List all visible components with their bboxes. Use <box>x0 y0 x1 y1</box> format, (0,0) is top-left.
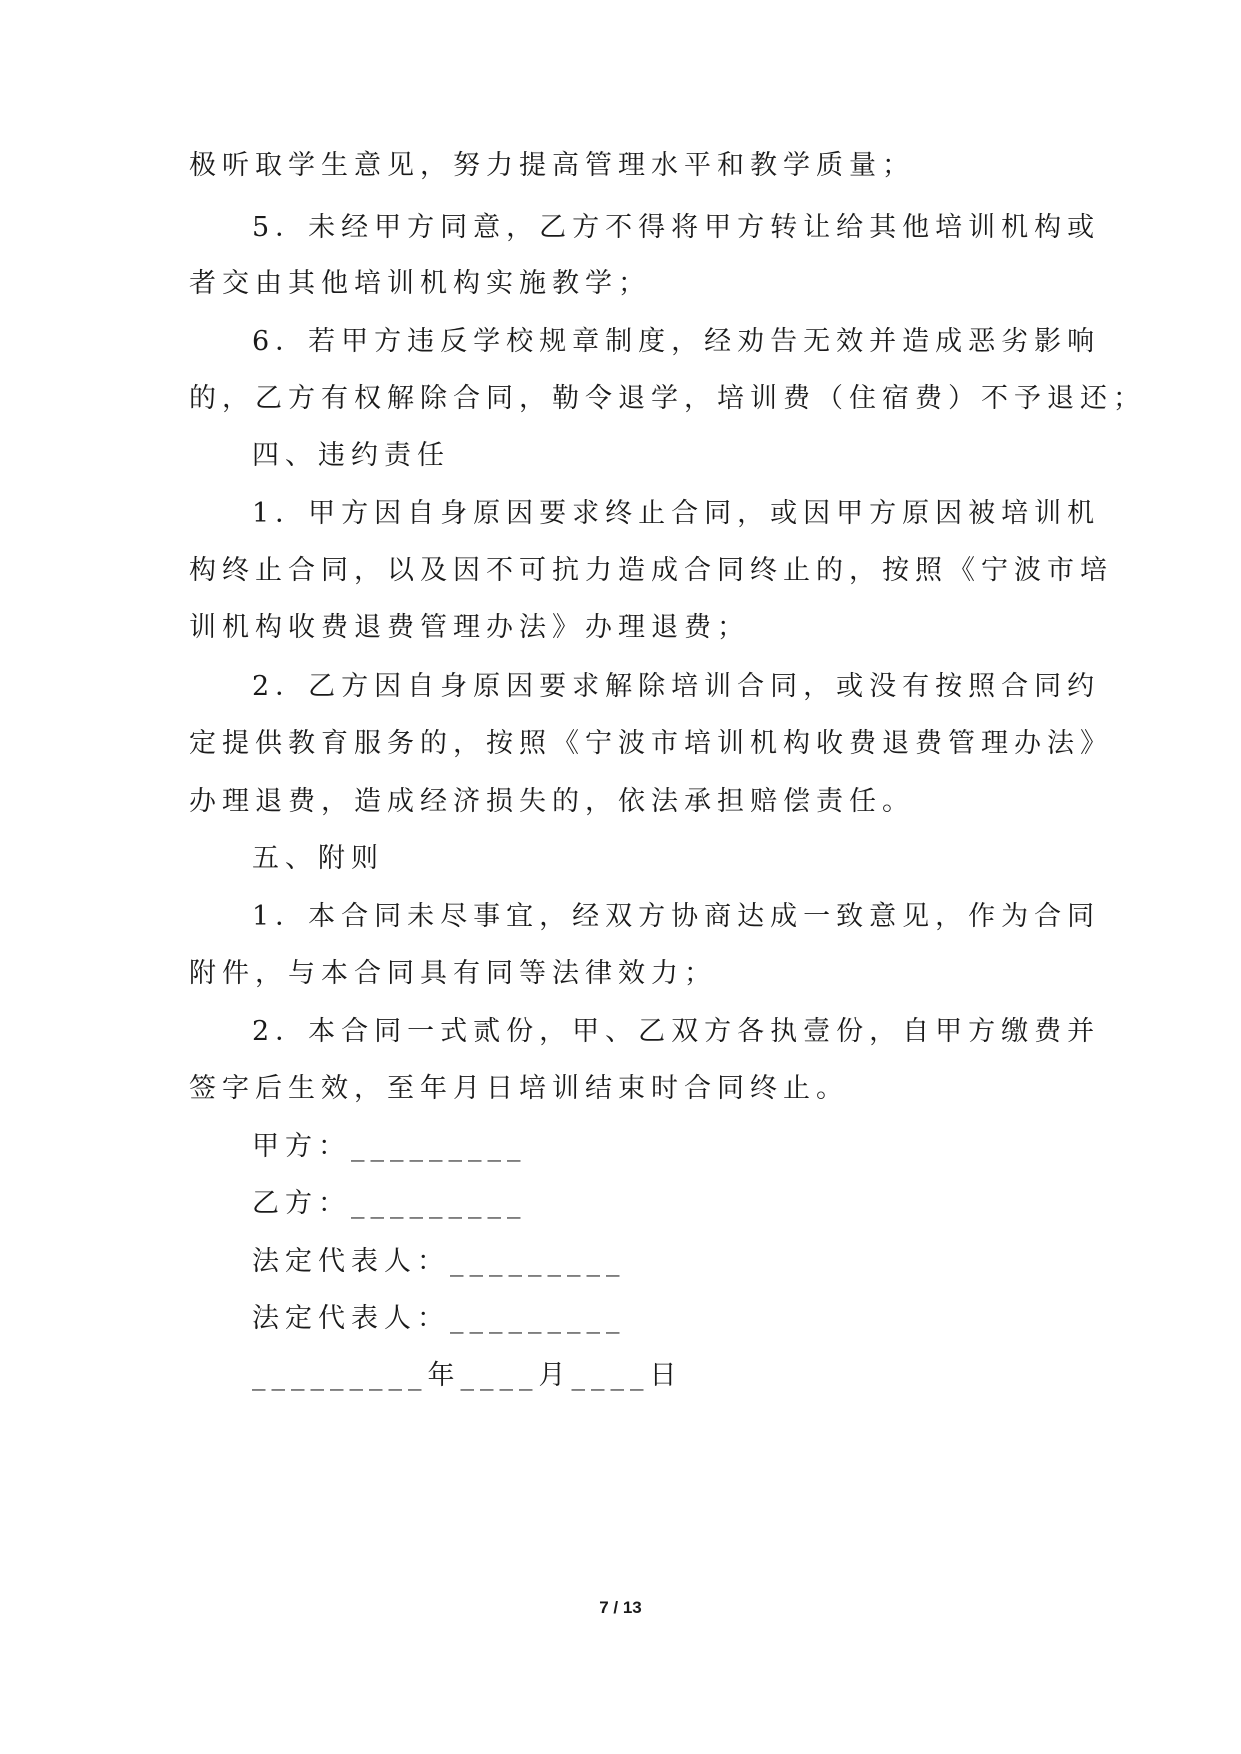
section-heading: 四、违约责任 <box>252 440 450 471</box>
text-line: 附件，与本合同具有同等法律效力； <box>189 958 717 989</box>
page-number: 7 / 13 <box>599 1598 642 1617</box>
signature-party-a: 甲方：_________ <box>252 1131 527 1162</box>
text-line: 2．乙方因自身原因要求解除培训合同，或没有按照合同约 <box>252 671 1101 702</box>
legal-representative-a: 法定代表人：_________ <box>252 1246 626 1277</box>
text-line: 5．未经甲方同意，乙方不得将甲方转让给其他培训机构或 <box>252 212 1101 243</box>
legal-representative-b: 法定代表人：_________ <box>252 1303 626 1334</box>
text-line: 6．若甲方违反学校规章制度，经劝告无效并造成恶劣影响 <box>252 326 1101 357</box>
text-line: 签字后生效，至年月日培训结束时合同终止。 <box>189 1073 849 1104</box>
section-heading: 五、附则 <box>252 843 384 874</box>
text-line: 1．本合同未尽事宜，经双方协商达成一致意见，作为合同 <box>252 901 1101 932</box>
text-line: 定提供教育服务的，按照《宁波市培训机构收费退费管理办法》 <box>189 728 1113 759</box>
text-line: 极听取学生意见，努力提高管理水平和教学质量； <box>189 150 915 181</box>
text-line: 的，乙方有权解除合同，勒令退学，培训费（住宿费）不予退还； <box>189 383 1146 414</box>
signature-party-b: 乙方：_________ <box>252 1188 527 1219</box>
text-line: 者交由其他培训机构实施教学； <box>189 268 651 299</box>
text-line: 训机构收费退费管理办法》办理退费； <box>189 612 750 643</box>
text-line: 2．本合同一式贰份，甲、乙双方各执壹份，自甲方缴费并 <box>252 1016 1101 1047</box>
text-line: 1．甲方因自身原因要求终止合同，或因甲方原因被培训机 <box>252 498 1101 529</box>
text-line: 办理退费，造成经济损失的，依法承担赔偿责任。 <box>189 786 915 817</box>
text-line: 构终止合同，以及因不可抗力造成合同终止的，按照《宁波市培 <box>189 555 1113 586</box>
signature-date: _________年____月____日 <box>252 1360 683 1391</box>
